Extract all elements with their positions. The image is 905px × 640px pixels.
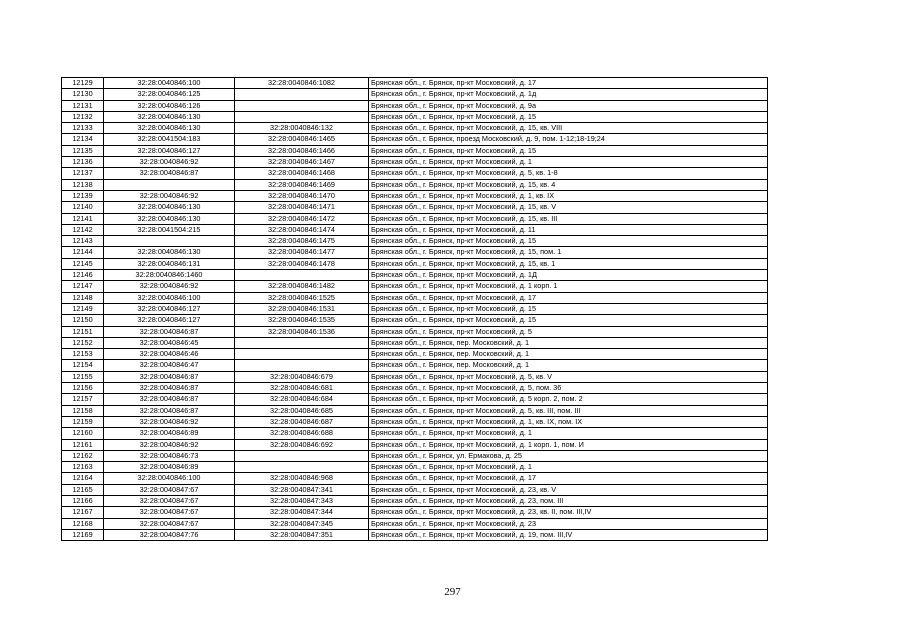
object-cadastral-number-cell: 32:28:0040847:341 xyxy=(235,484,369,495)
object-cadastral-number-cell xyxy=(235,360,369,371)
address-cell: Брянская обл., г. Брянск, пр-кт Московский, д. 15, кв. III xyxy=(369,213,768,224)
land-cadastral-number-cell: 32:28:0040846:46 xyxy=(104,349,235,360)
object-cadastral-number-cell: 32:28:0040846:1472 xyxy=(235,213,369,224)
table-row xyxy=(62,507,768,518)
table-row xyxy=(62,247,768,258)
row-number-cell: 12135 xyxy=(62,145,104,156)
object-cadastral-number-cell: 32:28:0040846:132 xyxy=(235,123,369,134)
row-number-cell: 12144 xyxy=(62,247,104,258)
land-cadastral-number-cell: 32:28:0040847:67 xyxy=(104,507,235,518)
address-cell: Брянская обл., г. Брянск, пр-кт Московский, д. 5 xyxy=(369,326,768,337)
table-row xyxy=(62,495,768,506)
row-number-cell: 12150 xyxy=(62,315,104,326)
land-cadastral-number-cell xyxy=(104,236,235,247)
table-row xyxy=(62,484,768,495)
row-number-cell: 12145 xyxy=(62,258,104,269)
row-number-cell: 12155 xyxy=(62,371,104,382)
table-row xyxy=(62,224,768,235)
table-row xyxy=(62,168,768,179)
object-cadastral-number-cell xyxy=(235,462,369,473)
table-row xyxy=(62,281,768,292)
land-cadastral-number-cell: 32:28:0040846:92 xyxy=(104,439,235,450)
table-body xyxy=(62,78,768,541)
land-cadastral-number-cell: 32:28:0040846:100 xyxy=(104,473,235,484)
table-row xyxy=(62,78,768,89)
land-cadastral-number-cell: 32:28:0041504:215 xyxy=(104,224,235,235)
address-cell: Брянская обл., г. Брянск, пр-кт Московский, д. 1, кв. IX, пом. IX xyxy=(369,416,768,427)
row-number-cell: 12147 xyxy=(62,281,104,292)
table-row xyxy=(62,529,768,540)
land-cadastral-number-cell: 32:28:0040847:76 xyxy=(104,529,235,540)
table-row xyxy=(62,383,768,394)
object-cadastral-number-cell: 32:28:0040846:684 xyxy=(235,394,369,405)
address-cell: Брянская обл., г. Брянск, проезд Московский, д. 9, пом. 1-12;18-19;24 xyxy=(369,134,768,145)
row-number-cell: 12158 xyxy=(62,405,104,416)
address-cell: Брянская обл., г. Брянск, пр-кт Московский, д. 1 xyxy=(369,157,768,168)
address-cell: Брянская обл., г. Брянск, пр-кт Московский, д. 23, пом. III xyxy=(369,495,768,506)
row-number-cell: 12162 xyxy=(62,450,104,461)
row-number-cell: 12154 xyxy=(62,360,104,371)
object-cadastral-number-cell: 32:28:0040846:1465 xyxy=(235,134,369,145)
table-row xyxy=(62,450,768,461)
table-row xyxy=(62,292,768,303)
row-number-cell: 12152 xyxy=(62,337,104,348)
row-number-cell: 12160 xyxy=(62,428,104,439)
table-row xyxy=(62,100,768,111)
address-cell: Брянская обл., г. Брянск, пр-кт Московский, д. 15, кв. 1 xyxy=(369,258,768,269)
row-number-cell: 12166 xyxy=(62,495,104,506)
row-number-cell: 12130 xyxy=(62,89,104,100)
land-cadastral-number-cell: 32:28:0041504:183 xyxy=(104,134,235,145)
address-cell: Брянская обл., г. Брянск, пр-кт Московский, д. 11 xyxy=(369,224,768,235)
address-cell: Брянская обл., г. Брянск, пр-кт Московский, д. 9а xyxy=(369,100,768,111)
address-cell: Брянская обл., г. Брянск, пр-кт Московский, д. 1, кв. IX xyxy=(369,190,768,201)
land-cadastral-number-cell: 32:28:0040846:130 xyxy=(104,247,235,258)
object-cadastral-number-cell xyxy=(235,337,369,348)
table-row xyxy=(62,236,768,247)
cadastral-register-table xyxy=(61,77,768,541)
land-cadastral-number-cell: 32:28:0040846:100 xyxy=(104,292,235,303)
land-cadastral-number-cell: 32:28:0040846:87 xyxy=(104,394,235,405)
row-number-cell: 12149 xyxy=(62,303,104,314)
object-cadastral-number-cell: 32:28:0040846:1082 xyxy=(235,78,369,89)
object-cadastral-number-cell: 32:28:0040846:1535 xyxy=(235,315,369,326)
row-number-cell: 12157 xyxy=(62,394,104,405)
row-number-cell: 12163 xyxy=(62,462,104,473)
address-cell: Брянская обл., г. Брянск, пр-кт Московский, д. 1д xyxy=(369,89,768,100)
address-cell: Брянская обл., г. Брянск, пр-кт Московский, д. 15, пом. 1 xyxy=(369,247,768,258)
row-number-cell: 12132 xyxy=(62,111,104,122)
address-cell: Брянская обл., г. Брянск, пр-кт Московский, д. 5, кв. V xyxy=(369,371,768,382)
row-number-cell: 12134 xyxy=(62,134,104,145)
land-cadastral-number-cell: 32:28:0040846:87 xyxy=(104,326,235,337)
table-row xyxy=(62,326,768,337)
object-cadastral-number-cell: 32:28:0040846:1482 xyxy=(235,281,369,292)
address-cell: Брянская обл., г. Брянск, пр-кт Московский, д. 15, кв. VIII xyxy=(369,123,768,134)
object-cadastral-number-cell: 32:28:0040846:692 xyxy=(235,439,369,450)
object-cadastral-number-cell: 32:28:0040846:1467 xyxy=(235,157,369,168)
row-number-cell: 12159 xyxy=(62,416,104,427)
table-row xyxy=(62,179,768,190)
row-number-cell: 12153 xyxy=(62,349,104,360)
object-cadastral-number-cell xyxy=(235,270,369,281)
object-cadastral-number-cell: 32:28:0040846:681 xyxy=(235,383,369,394)
land-cadastral-number-cell: 32:28:0040846:73 xyxy=(104,450,235,461)
land-cadastral-number-cell: 32:28:0040847:67 xyxy=(104,495,235,506)
page-number: 297 xyxy=(444,586,461,598)
land-cadastral-number-cell: 32:28:0040846:92 xyxy=(104,157,235,168)
table-row xyxy=(62,303,768,314)
object-cadastral-number-cell: 32:28:0040846:1469 xyxy=(235,179,369,190)
table-row xyxy=(62,89,768,100)
row-number-cell: 12129 xyxy=(62,78,104,89)
table-row xyxy=(62,202,768,213)
row-number-cell: 12137 xyxy=(62,168,104,179)
land-cadastral-number-cell: 32:28:0040846:87 xyxy=(104,371,235,382)
object-cadastral-number-cell: 32:28:0040846:688 xyxy=(235,428,369,439)
table-row xyxy=(62,371,768,382)
address-cell: Брянская обл., г. Брянск, пр-кт Московский, д. 15 xyxy=(369,236,768,247)
object-cadastral-number-cell: 32:28:0040846:968 xyxy=(235,473,369,484)
address-cell: Брянская обл., г. Брянск, пр-кт Московский, д. 15, кв. 4 xyxy=(369,179,768,190)
row-number-cell: 12142 xyxy=(62,224,104,235)
land-cadastral-number-cell: 32:28:0040847:67 xyxy=(104,484,235,495)
land-cadastral-number-cell: 32:28:0040846:131 xyxy=(104,258,235,269)
address-cell: Брянская обл., г. Брянск, пер. Московский, д. 1 xyxy=(369,349,768,360)
table-row xyxy=(62,360,768,371)
object-cadastral-number-cell: 32:28:0040846:1468 xyxy=(235,168,369,179)
land-cadastral-number-cell: 32:28:0040846:127 xyxy=(104,145,235,156)
object-cadastral-number-cell: 32:28:0040846:1536 xyxy=(235,326,369,337)
object-cadastral-number-cell: 32:28:0040846:1478 xyxy=(235,258,369,269)
table-row xyxy=(62,213,768,224)
address-cell: Брянская обл., г. Брянск, пр-кт Московский, д. 23 xyxy=(369,518,768,529)
land-cadastral-number-cell: 32:28:0040846:130 xyxy=(104,213,235,224)
address-cell: Брянская обл., г. Брянск, ул. Ермакова, д. 25 xyxy=(369,450,768,461)
row-number-cell: 12139 xyxy=(62,190,104,201)
address-cell: Брянская обл., г. Брянск, пр-кт Московский, д. 17 xyxy=(369,473,768,484)
row-number-cell: 12167 xyxy=(62,507,104,518)
land-cadastral-number-cell: 32:28:0040846:126 xyxy=(104,100,235,111)
land-cadastral-number-cell: 32:28:0040846:87 xyxy=(104,405,235,416)
table-row xyxy=(62,258,768,269)
address-cell: Брянская обл., г. Брянск, пер. Московский, д. 1 xyxy=(369,360,768,371)
address-cell: Брянская обл., г. Брянск, пр-кт Московский, д. 15 xyxy=(369,145,768,156)
object-cadastral-number-cell: 32:28:0040846:1531 xyxy=(235,303,369,314)
table-row xyxy=(62,337,768,348)
table-row xyxy=(62,123,768,134)
row-number-cell: 12148 xyxy=(62,292,104,303)
table-row xyxy=(62,145,768,156)
land-cadastral-number-cell: 32:28:0040846:89 xyxy=(104,428,235,439)
object-cadastral-number-cell xyxy=(235,349,369,360)
row-number-cell: 12138 xyxy=(62,179,104,190)
address-cell: Брянская обл., г. Брянск, пр-кт Московский, д. 5 корп. 2, пом. 2 xyxy=(369,394,768,405)
address-cell: Брянская обл., г. Брянск, пр-кт Московский, д. 5, кв. III, пом. III xyxy=(369,405,768,416)
address-cell: Брянская обл., г. Брянск, пер. Московский, д. 1 xyxy=(369,337,768,348)
object-cadastral-number-cell: 32:28:0040846:1525 xyxy=(235,292,369,303)
land-cadastral-number-cell: 32:28:0040846:47 xyxy=(104,360,235,371)
row-number-cell: 12168 xyxy=(62,518,104,529)
table-row xyxy=(62,462,768,473)
row-number-cell: 12131 xyxy=(62,100,104,111)
row-number-cell: 12169 xyxy=(62,529,104,540)
land-cadastral-number-cell: 32:28:0040846:125 xyxy=(104,89,235,100)
address-cell: Брянская обл., г. Брянск, пр-кт Московский, д. 1 xyxy=(369,462,768,473)
address-cell: Брянская обл., г. Брянск, пр-кт Московский, д. 17 xyxy=(369,292,768,303)
row-number-cell: 12136 xyxy=(62,157,104,168)
object-cadastral-number-cell: 32:28:0040846:1470 xyxy=(235,190,369,201)
row-number-cell: 12164 xyxy=(62,473,104,484)
land-cadastral-number-cell: 32:28:0040846:100 xyxy=(104,78,235,89)
table-row xyxy=(62,270,768,281)
table-row xyxy=(62,111,768,122)
land-cadastral-number-cell: 32:28:0040846:130 xyxy=(104,111,235,122)
land-cadastral-number-cell: 32:28:0040846:92 xyxy=(104,416,235,427)
object-cadastral-number-cell: 32:28:0040846:685 xyxy=(235,405,369,416)
land-cadastral-number-cell: 32:28:0040846:127 xyxy=(104,303,235,314)
object-cadastral-number-cell: 32:28:0040847:343 xyxy=(235,495,369,506)
row-number-cell: 12146 xyxy=(62,270,104,281)
table-row xyxy=(62,428,768,439)
row-number-cell: 12156 xyxy=(62,383,104,394)
address-cell: Брянская обл., г. Брянск, пр-кт Московский, д. 23, кв. II, пом. III,IV xyxy=(369,507,768,518)
address-cell: Брянская обл., г. Брянск, пр-кт Московский, д. 1 xyxy=(369,428,768,439)
table-row xyxy=(62,405,768,416)
address-cell: Брянская обл., г. Брянск, пр-кт Московский, д. 15 xyxy=(369,111,768,122)
object-cadastral-number-cell: 32:28:0040846:1477 xyxy=(235,247,369,258)
object-cadastral-number-cell: 32:28:0040847:344 xyxy=(235,507,369,518)
table-row xyxy=(62,518,768,529)
land-cadastral-number-cell: 32:28:0040846:87 xyxy=(104,168,235,179)
table-row xyxy=(62,157,768,168)
object-cadastral-number-cell: 32:28:0040846:687 xyxy=(235,416,369,427)
row-number-cell: 12141 xyxy=(62,213,104,224)
land-cadastral-number-cell: 32:28:0040846:130 xyxy=(104,202,235,213)
address-cell: Брянская обл., г. Брянск, пр-кт Московский, д. 15 xyxy=(369,315,768,326)
land-cadastral-number-cell: 32:28:0040846:92 xyxy=(104,190,235,201)
address-cell: Брянская обл., г. Брянск, пр-кт Московский, д. 15, кв. V xyxy=(369,202,768,213)
row-number-cell: 12133 xyxy=(62,123,104,134)
object-cadastral-number-cell: 32:28:0040846:679 xyxy=(235,371,369,382)
address-cell: Брянская обл., г. Брянск, пр-кт Московский, д. 5, пом. 36 xyxy=(369,383,768,394)
object-cadastral-number-cell: 32:28:0040847:351 xyxy=(235,529,369,540)
object-cadastral-number-cell xyxy=(235,450,369,461)
address-cell: Брянская обл., г. Брянск, пр-кт Московский, д. 1Д xyxy=(369,270,768,281)
object-cadastral-number-cell xyxy=(235,100,369,111)
object-cadastral-number-cell: 32:28:0040847:345 xyxy=(235,518,369,529)
land-cadastral-number-cell: 32:28:0040847:67 xyxy=(104,518,235,529)
address-cell: Брянская обл., г. Брянск, пр-кт Московский, д. 5, кв. 1-8 xyxy=(369,168,768,179)
row-number-cell: 12151 xyxy=(62,326,104,337)
address-cell: Брянская обл., г. Брянск, пр-кт Московский, д. 15 xyxy=(369,303,768,314)
land-cadastral-number-cell xyxy=(104,179,235,190)
land-cadastral-number-cell: 32:28:0040846:89 xyxy=(104,462,235,473)
table-row xyxy=(62,190,768,201)
address-cell: Брянская обл., г. Брянск, пр-кт Московский, д. 1 корп. 1, пом. И xyxy=(369,439,768,450)
object-cadastral-number-cell xyxy=(235,111,369,122)
table-row xyxy=(62,315,768,326)
land-cadastral-number-cell: 32:28:0040846:130 xyxy=(104,123,235,134)
row-number-cell: 12143 xyxy=(62,236,104,247)
table-row xyxy=(62,394,768,405)
table-row xyxy=(62,416,768,427)
object-cadastral-number-cell: 32:28:0040846:1466 xyxy=(235,145,369,156)
row-number-cell: 12161 xyxy=(62,439,104,450)
address-cell: Брянская обл., г. Брянск, пр-кт Московский, д. 1 корп. 1 xyxy=(369,281,768,292)
table-row xyxy=(62,473,768,484)
land-cadastral-number-cell: 32:28:0040846:127 xyxy=(104,315,235,326)
land-cadastral-number-cell: 32:28:0040846:45 xyxy=(104,337,235,348)
address-cell: Брянская обл., г. Брянск, пр-кт Московский, д. 23, кв. V xyxy=(369,484,768,495)
table-row xyxy=(62,439,768,450)
row-number-cell: 12165 xyxy=(62,484,104,495)
object-cadastral-number-cell: 32:28:0040846:1474 xyxy=(235,224,369,235)
object-cadastral-number-cell: 32:28:0040846:1471 xyxy=(235,202,369,213)
address-cell: Брянская обл., г. Брянск, пр-кт Московский, д. 19, пом. III,IV xyxy=(369,529,768,540)
table-row xyxy=(62,349,768,360)
table-row xyxy=(62,134,768,145)
land-cadastral-number-cell: 32:28:0040846:92 xyxy=(104,281,235,292)
row-number-cell: 12140 xyxy=(62,202,104,213)
land-cadastral-number-cell: 32:28:0040846:87 xyxy=(104,383,235,394)
address-cell: Брянская обл., г. Брянск, пр-кт Московский, д. 17 xyxy=(369,78,768,89)
object-cadastral-number-cell xyxy=(235,89,369,100)
object-cadastral-number-cell: 32:28:0040846:1475 xyxy=(235,236,369,247)
land-cadastral-number-cell: 32:28:0040846:1460 xyxy=(104,270,235,281)
